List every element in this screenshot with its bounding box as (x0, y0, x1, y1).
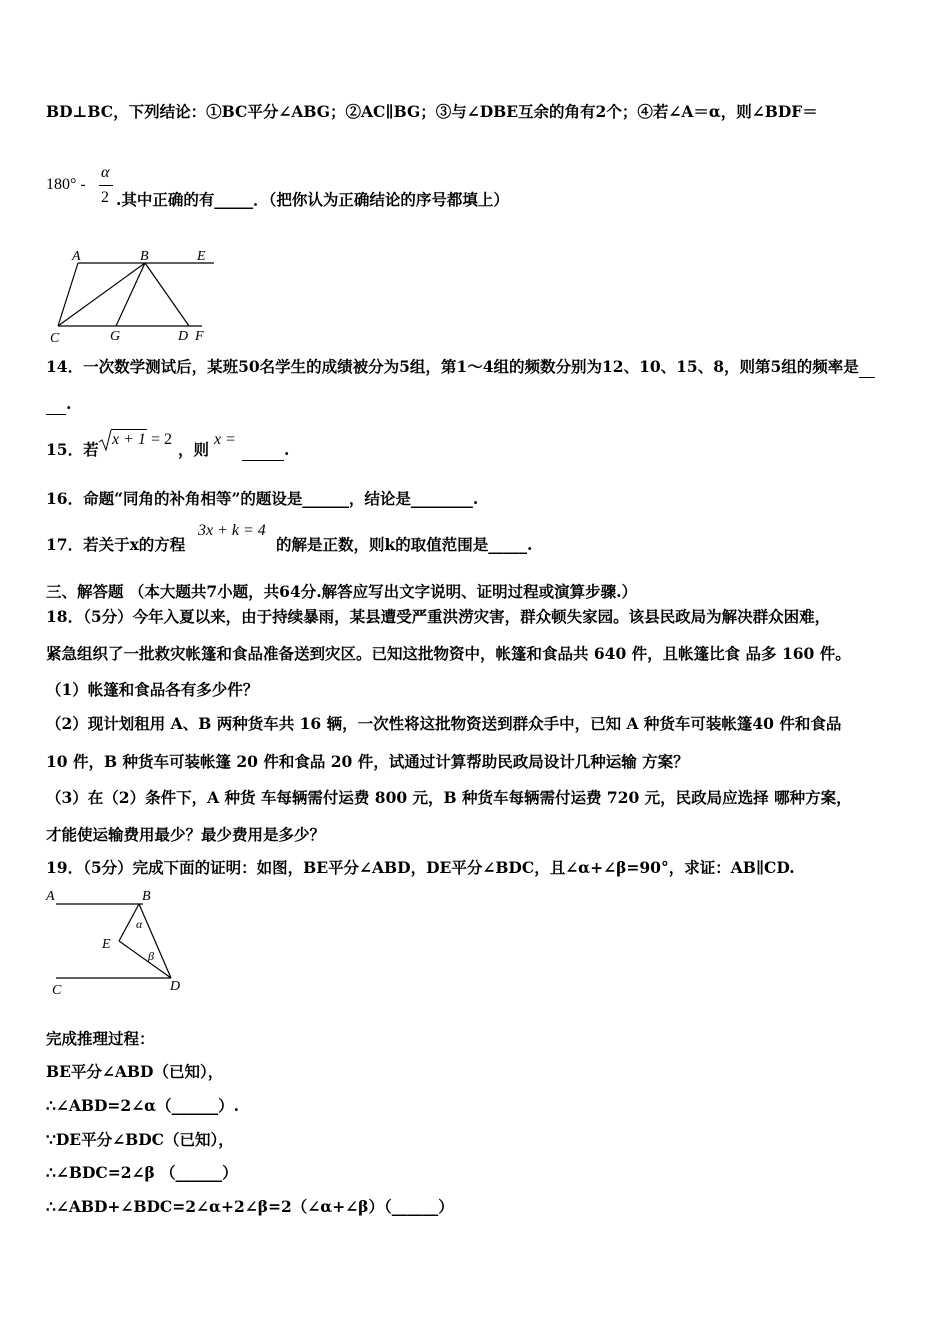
segment-bc (58, 263, 145, 326)
q18-line7: 才能使运输费用最少？最少费用是多少？ (46, 825, 326, 844)
label-g: G (110, 329, 121, 344)
q17-tail: 的解是正数，则k的取值范围是_____. (276, 535, 533, 554)
label-c: C (52, 983, 62, 998)
q13-line1: BD⊥BC，下列结论：①BC平分∠ABG；②AC∥BG；③与∠DBE互余的角有2个；④若∠A＝α，则∠BDF＝ (46, 102, 818, 121)
q15-x: x = (214, 431, 236, 448)
figure-parallel-lines (44, 246, 224, 346)
frac-denominator: 2 (101, 189, 109, 206)
segment-bd (145, 263, 189, 326)
label-e: E (102, 937, 111, 952)
q15-expr: x + 1 (112, 431, 146, 448)
label-c: C (50, 331, 60, 346)
q14-blank (859, 357, 875, 378)
q13-tail: .其中正确的有_____．（把你认为正确结论的序号都填上） (116, 190, 509, 209)
label-d: D (170, 979, 181, 994)
q14-line: 14．一次数学测试后，某班50名学生的成绩被分为5组，第1～4组的频数分别为12、10、15、8，则第5组的频率是 (46, 357, 910, 378)
q18-line5: 10 件，B 种货车可装帐篷 20 件和食品 20 件，试通过计算帮助民政局设计几种运输 方案？ (46, 752, 689, 771)
q19-line1: 19．（5分）完成下面的证明：如图，BE平分∠ABD，DE平分∠BDC，且∠α+∠β=90°，求证：AB∥CD. (46, 858, 795, 877)
minus-sign: - (80, 176, 86, 193)
proof-step-3: ∵DE平分∠BDC（已知）， (46, 1130, 234, 1149)
q18-line3: （1）帐篷和食品各有多少件？ (46, 680, 259, 699)
deg-value: 180° (46, 176, 77, 193)
q18-line4: （2）现计划租用 A、B 两种货车共 16 辆，一次性将这批物资送到群众手中，已知 A 种货车可装帐篷40 件和食品 (46, 714, 842, 733)
q13-formula (46, 176, 86, 194)
label-f: F (195, 329, 204, 344)
segment-ac (58, 263, 78, 326)
label-a: A (72, 249, 81, 264)
proof-title: 完成推理过程： (46, 1029, 155, 1048)
proof-step-5: ∴∠ABD+∠BDC=2∠α+2∠β=2（∠α+∠β）（______） (46, 1197, 454, 1216)
q17-equation: 3x + k = 4 (198, 522, 266, 539)
label-alpha: α (136, 917, 143, 931)
label-b: B (140, 249, 149, 264)
q18-line1: 18．（5分）今年入夏以来，由于持续暴雨，某县遭受严重洪涝灾害，群众顿失家园。该县民政局为解决群众困难， (46, 607, 831, 626)
q14-line2: . (46, 394, 910, 415)
q18-line6: （3）在（2）条件下，A 种货 车每辆需付运费 800 元，B 种货车每辆需付运费 720 元，民政局应选择 哪种方案， (46, 788, 852, 807)
q17-prefix: 17．若关于x的方程 (46, 535, 186, 554)
q18-line2: 紧急组织了一批救灾帐篷和食品准备送到灾区。已知这批物资中，帐篷和食品共 640 件，且帐篷比食 品多 160 件。 (46, 644, 851, 663)
label-b: B (142, 889, 151, 904)
proof-step-4: ∴∠BDC=2∠β （______） (46, 1163, 238, 1182)
frac-numerator: α (101, 164, 110, 181)
q15-blank (242, 440, 284, 461)
label-a: A (46, 889, 55, 904)
q16-line: 16．命题“同角的补角相等”的题设是______，结论是________. (46, 489, 479, 508)
q14-blank-cont (46, 394, 66, 415)
q15-eq: = 2 (151, 431, 173, 448)
frac-bar (99, 185, 113, 186)
proof-step-1: BE平分∠ABD（已知）， (46, 1062, 224, 1081)
segment-bg (116, 263, 145, 326)
label-d: D (178, 329, 189, 344)
q15-blank-line: . (242, 440, 910, 461)
label-beta: β (148, 949, 154, 963)
section-3-title: 三、解答题 （本大题共7小题，共64分.解答应写出文字说明、证明过程或演算步骤.） (46, 582, 638, 601)
sqrt-bar (111, 429, 147, 430)
q15-line: 15．若 (46, 440, 99, 459)
label-e: E (197, 249, 206, 264)
sqrt-icon (98, 428, 112, 452)
figure-angle-bisectors (44, 884, 194, 998)
proof-step-2: ∴∠ABD=2∠α（______）. (46, 1096, 240, 1115)
q15-mid: ，则 (178, 440, 210, 459)
